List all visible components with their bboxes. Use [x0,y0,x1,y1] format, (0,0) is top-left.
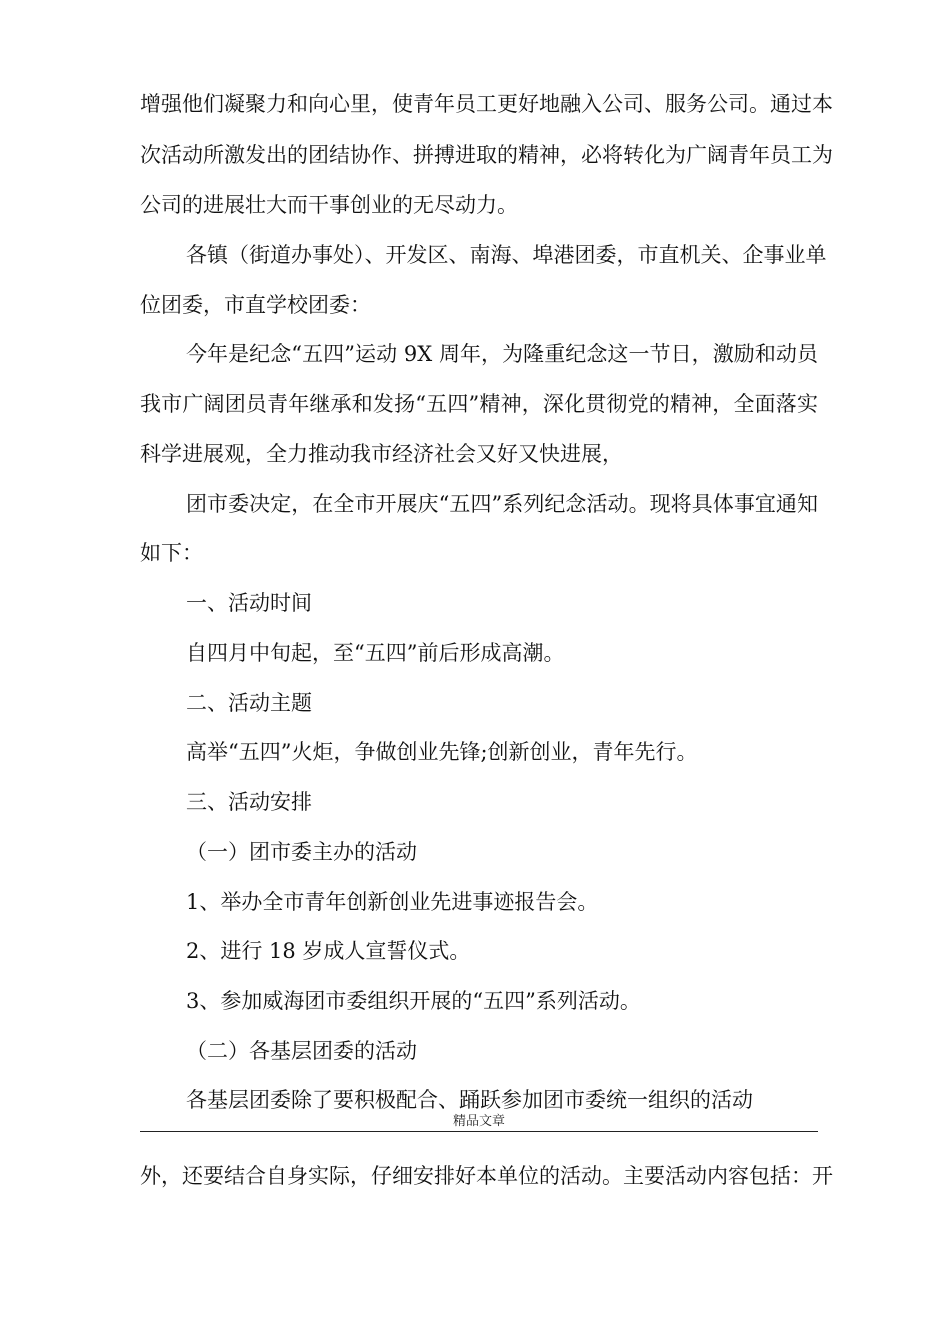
section-heading: 三、活动安排 [186,790,312,814]
body-text-line: 各镇（街道办事处）、开发区、南海、埠港团委，市直机关、企事业单 [186,243,827,267]
body-text-line: 外，还要结合自身实际，仔细安排好本单位的活动。主要活动内容包括：开 [140,1164,833,1188]
body-text-line: 增强他们凝聚力和向心里，使青年员工更好地融入公司、服务公司。通过本 [140,92,833,116]
body-text-line: 各基层团委除了要积极配合、踊跃参加团市委统一组织的活动 [186,1088,753,1112]
body-text-line: 位团委，市直学校团委： [140,293,371,317]
section-heading: 一、活动时间 [186,591,312,615]
body-text-line: 高举“五四”火炬，争做创业先锋;创新创业，青年先行。 [186,740,698,764]
footer-divider [140,1131,818,1132]
list-item: 1、举办全市青年创新创业先进事迹报告会。 [186,890,599,914]
subsection-heading: （一）团市委主办的活动 [186,840,417,864]
body-text-line: 公司的进展壮大而干事创业的无尽动力。 [140,193,518,217]
body-text-line: 我市广阔团员青年继承和发扬“五四”精神，深化贯彻党的精神，全面落实 [140,392,818,416]
body-text-line: 今年是纪念“五四”运动 9X 周年，为隆重纪念这一节日，激励和动员 [186,342,818,366]
body-text-line: 科学进展观，全力推动我市经济社会又好又快进展， [140,442,623,466]
body-text-line: 次活动所激发出的团结协作、拼搏进取的精神，必将转化为广阔青年员工为 [140,143,833,167]
page-footer-label: 精品文章 [452,1114,505,1129]
list-item: 2、进行 18 岁成人宣誓仪式。 [186,939,471,963]
subsection-heading: （二）各基层团委的活动 [186,1039,417,1063]
list-item: 3、参加威海团市委组织开展的“五四”系列活动。 [186,989,641,1013]
body-text-line: 如下： [140,541,203,565]
body-text-line: 团市委决定，在全市开展庆“五四”系列纪念活动。现将具体事宜通知 [186,492,818,516]
body-text-line: 自四月中旬起，至“五四”前后形成高潮。 [186,641,565,665]
section-heading: 二、活动主题 [186,691,312,715]
